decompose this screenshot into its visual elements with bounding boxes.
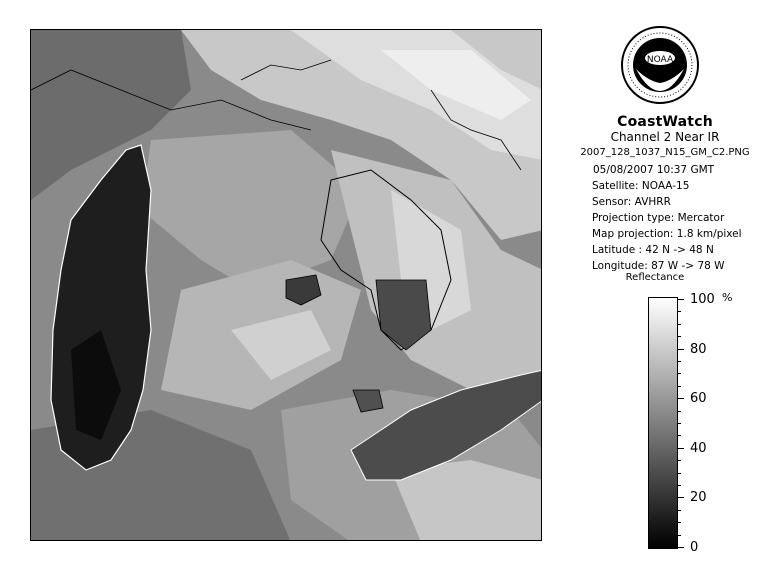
colorbar-title: Reflectance: [625, 272, 685, 283]
colorbar-tick-label: 20: [690, 490, 707, 506]
channel-label: Channel 2 Near IR: [610, 130, 720, 144]
colorbar-minor-tick: [678, 485, 681, 486]
colorbar-minor-tick: [678, 448, 681, 449]
satellite-map: [30, 29, 542, 541]
colorbar-minor-tick: [678, 522, 681, 523]
colorbar-minor-tick: [678, 435, 681, 436]
file-name: 2007_128_1037_N15_GM_C2.PNG: [580, 147, 750, 158]
sensor-label: Sensor: AVHRR: [592, 196, 671, 208]
colorbar-tick-label: 100: [690, 292, 715, 307]
satellite-label: Satellite: NOAA-15: [592, 180, 690, 192]
colorbar-tick-label: 0: [690, 540, 699, 555]
colorbar-minor-tick: [678, 361, 681, 362]
colorbar: [648, 297, 678, 549]
product-title: CoastWatch: [617, 114, 713, 130]
colorbar-minor-tick: [678, 423, 681, 424]
colorbar-minor-tick: [678, 324, 681, 325]
colorbar-minor-tick: [678, 349, 681, 350]
colorbar-minor-tick: [678, 535, 681, 536]
map-projection: Map projection: 1.8 km/pixel: [592, 228, 742, 240]
colorbar-minor-tick: [678, 497, 681, 498]
colorbar-tick-label: 40: [690, 440, 707, 456]
projection-type: Projection type: Mercator: [592, 212, 725, 224]
colorbar-tick-label: 80: [690, 341, 707, 357]
colorbar-minor-tick: [678, 460, 681, 461]
colorbar-unit: %: [722, 291, 733, 304]
colorbar-minor-tick: [678, 547, 681, 548]
colorbar-minor-tick: [678, 510, 681, 511]
colorbar-minor-tick: [678, 299, 681, 300]
date-time: 05/08/2007 10:37 GMT: [593, 164, 715, 176]
colorbar-minor-tick: [678, 473, 681, 474]
colorbar-minor-tick: [678, 311, 681, 312]
colorbar-minor-tick: [678, 411, 681, 412]
svg-text:NOAA: NOAA: [646, 55, 674, 65]
colorbar-minor-tick: [678, 373, 681, 374]
latitude-range: Latitude : 42 N -> 48 N: [592, 244, 714, 256]
noaa-seal-icon: [620, 25, 700, 105]
longitude-range: Longitude: 87 W -> 78 W: [592, 260, 725, 272]
satellite-image: [31, 30, 542, 541]
colorbar-minor-tick: [678, 386, 681, 387]
colorbar-minor-tick: [678, 336, 681, 337]
colorbar-tick-label: 60: [690, 391, 707, 407]
colorbar-minor-tick: [678, 398, 681, 399]
